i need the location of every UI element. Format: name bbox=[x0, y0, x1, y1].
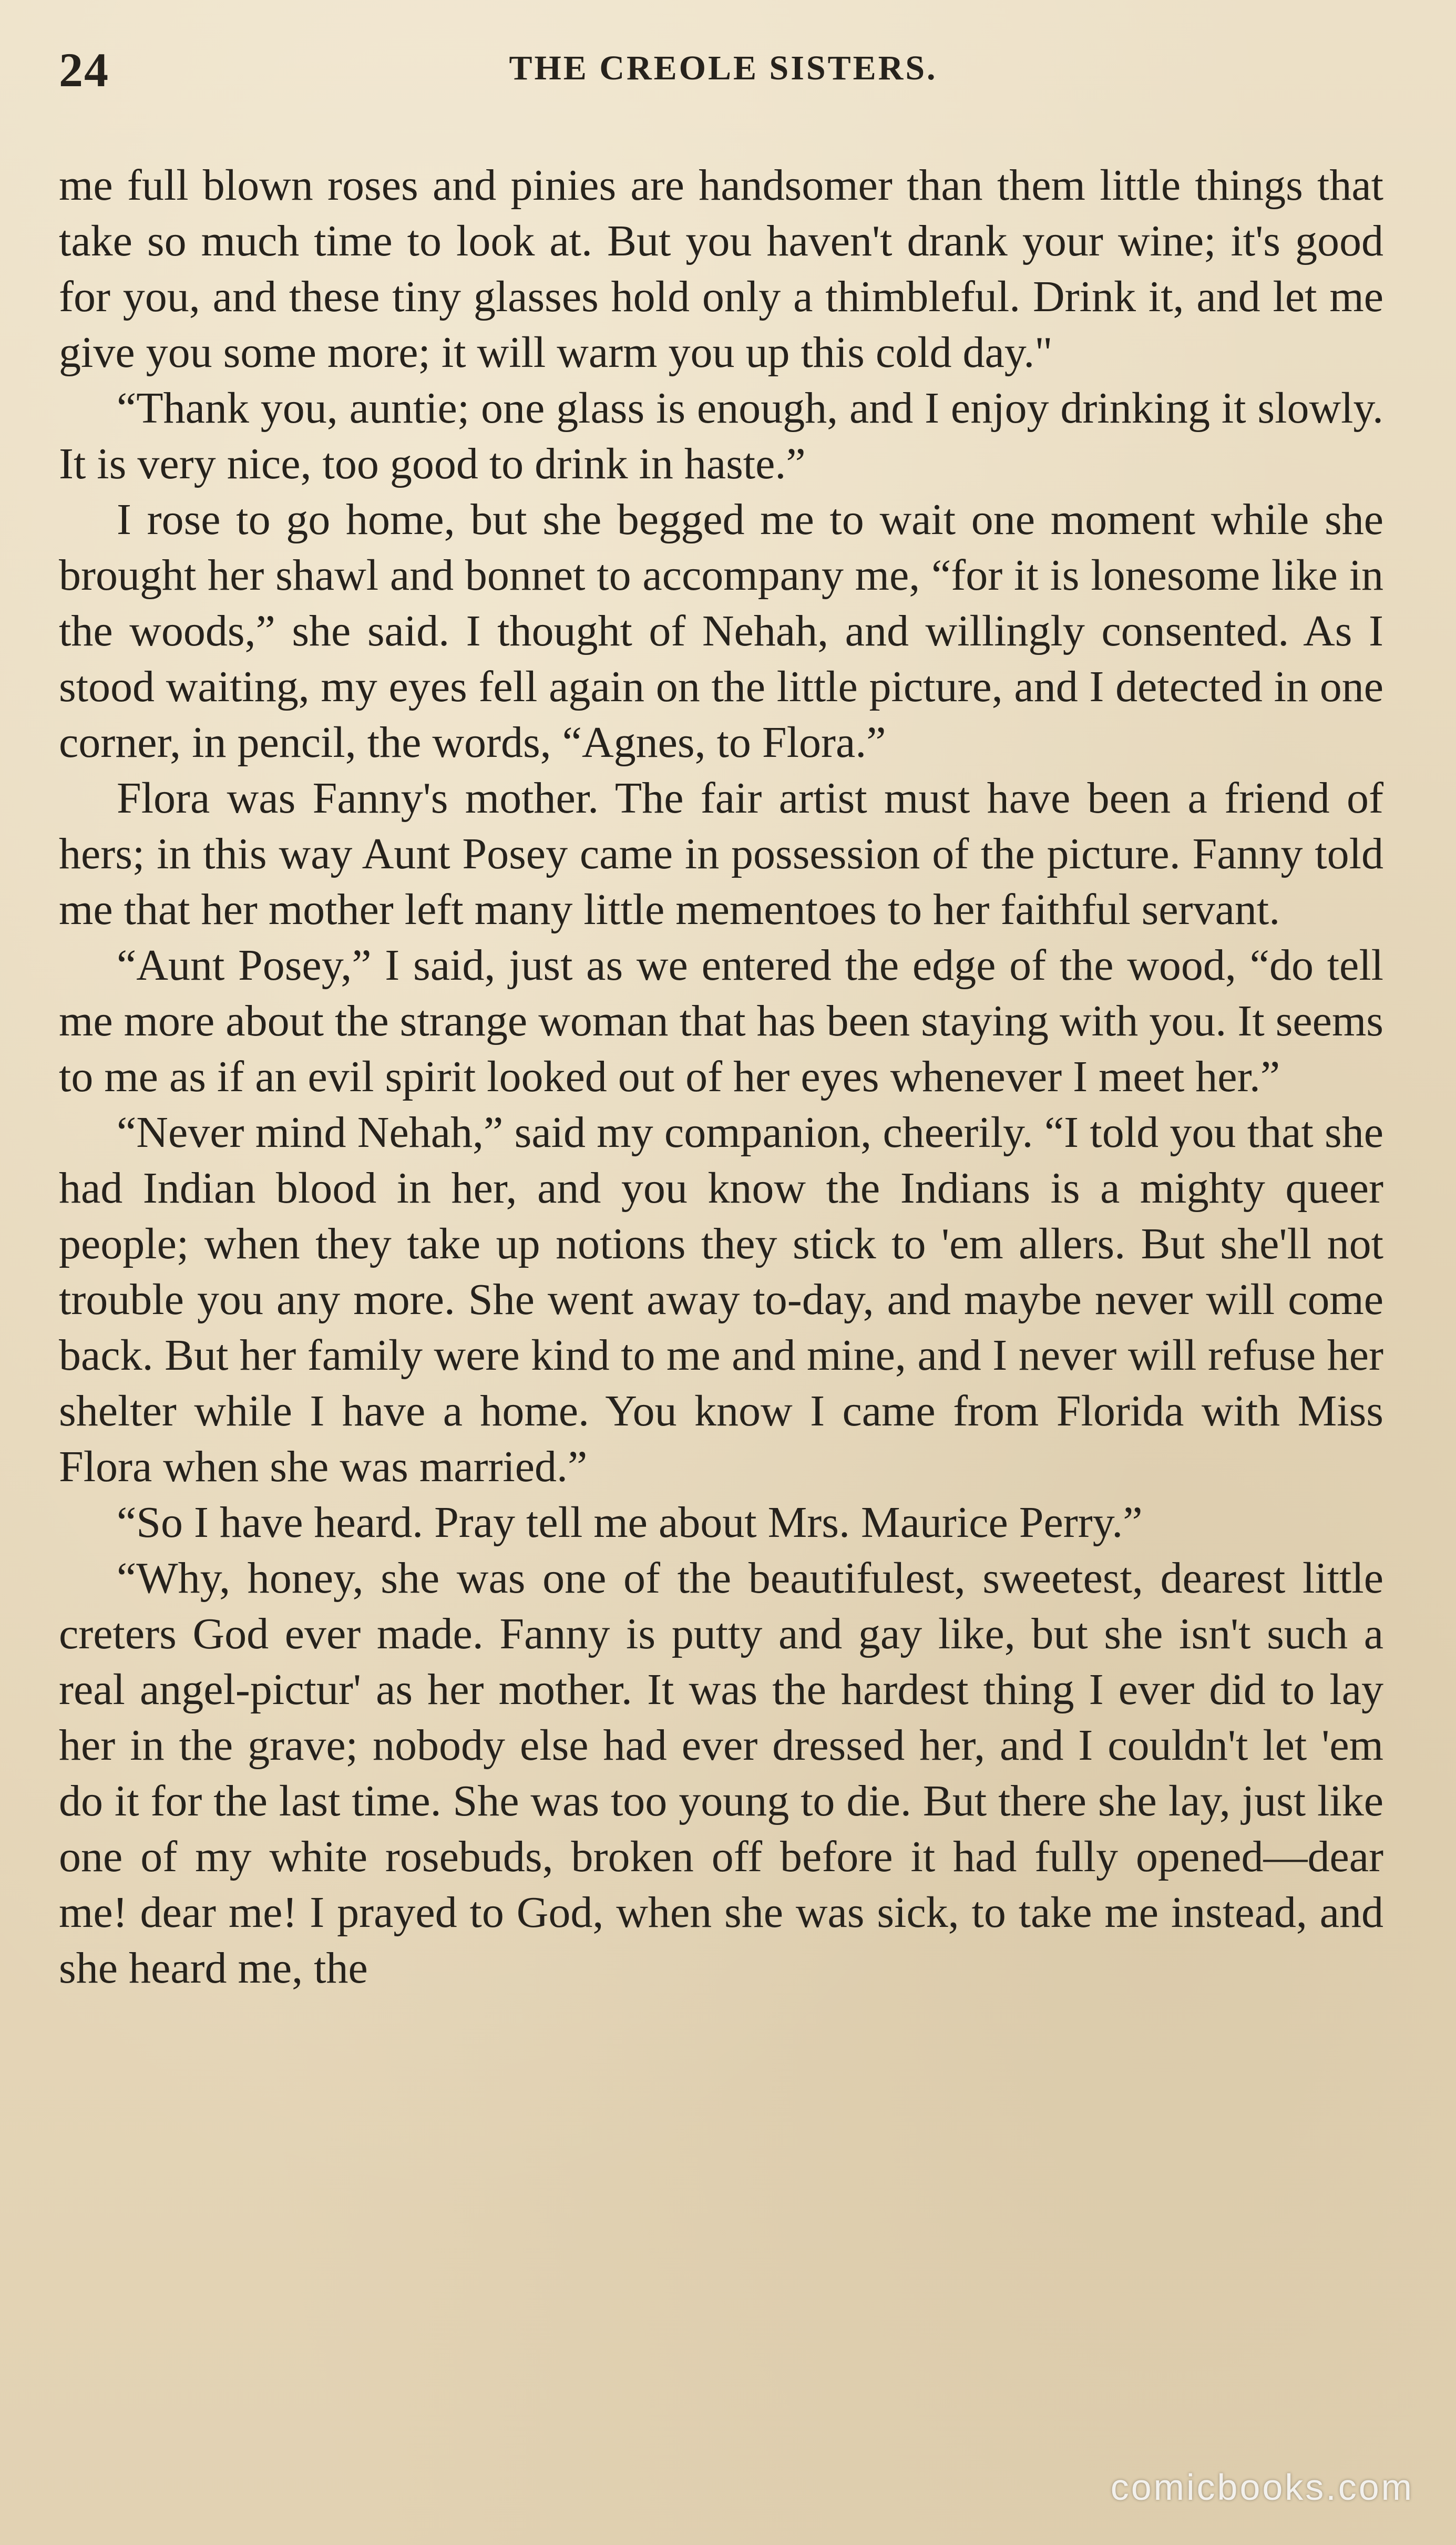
paragraph: Flora was Fanny's mother. The fair artist must have been a friend of hers; in this way Aunt Posey came in possession of the picture. Fanny told me that her mother left many little mementoes to her faithful servant. bbox=[59, 774, 1383, 934]
paragraph: me full blown roses and pinies are handsomer than them little things that take so much time to look at. But you haven't drank your wine; it's good for you, and these tiny glasses hold only a thimbleful. Drink it, and let me give you some more; it will warm you up this cold day." bbox=[59, 161, 1383, 377]
paragraph: “Aunt Posey,” I said, just as we entered the edge of the wood, “do tell me more about the strange woman that has been staying with you. It seems to me as if an evil spirit looked out of her eyes whenever I meet her.” bbox=[59, 941, 1383, 1101]
paragraph: I rose to go home, but she begged me to wait one moment while she brought her shawl and bonnet to accompany me, “for it is lonesome like in the woods,” she said. I thought of Nehah, and willingly consented. As I stood waiting, my eyes fell again on the little picture, and I detected in one corner, in pencil, the words, “Agnes, to Flora.” bbox=[59, 495, 1383, 767]
page-header bbox=[59, 42, 1388, 105]
paragraph: “Thank you, auntie; one glass is enough, and I enjoy drinking it slowly. It is very nice, too good to drink in haste.” bbox=[59, 384, 1383, 488]
paragraph: “So I have heard. Pray tell me about Mrs. Maurice Perry.” bbox=[117, 1498, 1143, 1547]
watermark: comicbooks.com bbox=[1110, 2467, 1414, 2508]
page-number: 24 bbox=[59, 43, 109, 97]
paragraph: “Never mind Nehah,” said my companion, cheerily. “I told you that she had Indian blood in her, and you know the Indians is a mighty queer people; when they take up notions they stick to 'em allers. But she'll not trouble you any more. She went away to-day, and maybe never will come back. But her family were kind to me and mine, and I never will refuse her shelter while I have a home. You know I came from Florida with Miss Flora when she was married.” bbox=[59, 1108, 1383, 1491]
body-text bbox=[59, 158, 1383, 1996]
paragraph: “Why, honey, she was one of the beautifulest, sweetest, dearest little creters God ever made. Fanny is putty and gay like, but she isn't such a real angel-pictur' as her mother. It was the hardest thing I ever did to lay her in the grave; nobody else had ever dressed her, and I couldn't let 'em do it for the last time. She was too young to die. But there she lay, just like one of my white rosebuds, broken off before it had fully opened—dear me! dear me! I prayed to God, when she was sick, to take me instead, and she heard me, the bbox=[59, 1554, 1383, 1993]
running-title: THE CREOLE SISTERS. bbox=[509, 49, 938, 87]
